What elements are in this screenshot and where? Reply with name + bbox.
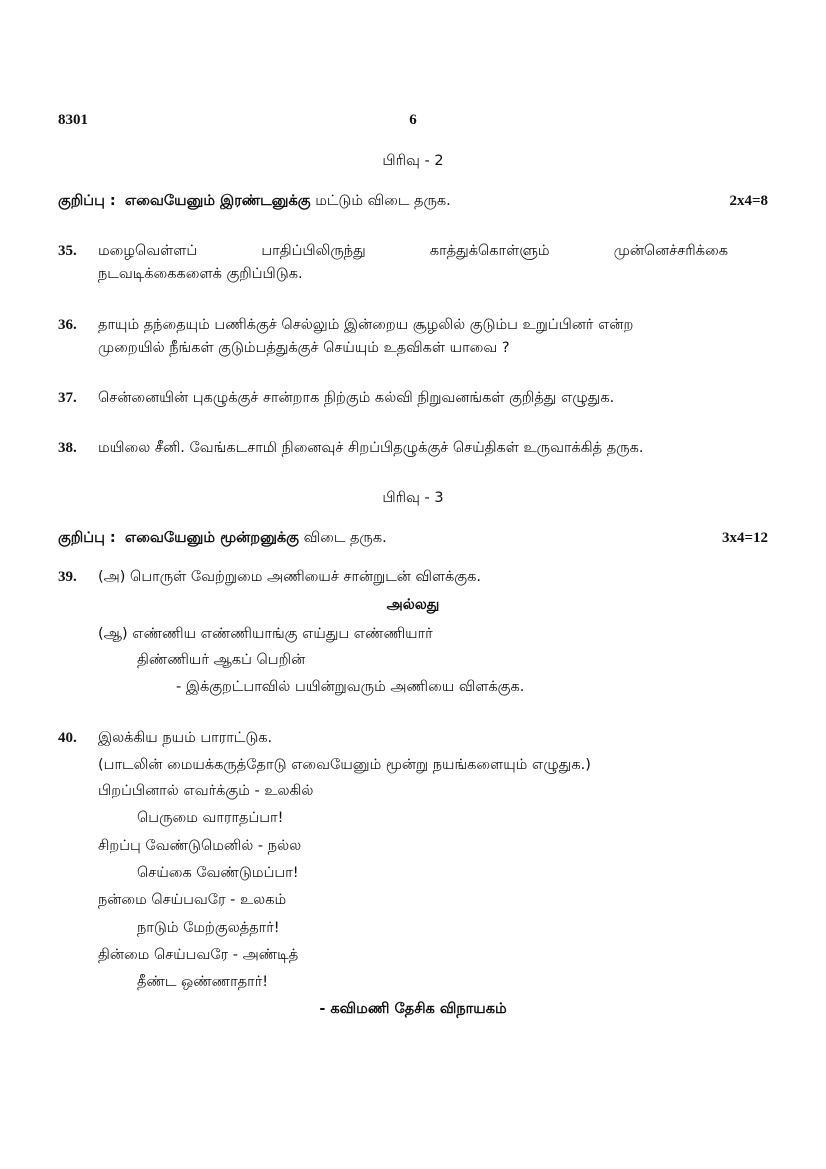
- question-36-line1: தாயும் தந்தையும் பணிக்குச் செல்லும் இன்றைய சூழலில் குடும்ப உறுப்பினர் என்ற: [98, 317, 634, 333]
- poem-line: தீண்ட ஒண்ணாதார்!: [137, 974, 269, 990]
- paper-code: 8301: [58, 112, 88, 128]
- poem-line: செய்கை வேண்டுமப்பா!: [137, 865, 299, 881]
- section-3-marks: 3x4=12: [721, 530, 768, 546]
- note-bold-text: எவையேனும் மூன்றனுக்கு: [124, 530, 299, 546]
- question-number: 35.: [58, 243, 77, 259]
- poem-line: தின்மை செய்பவரே - அண்டித்: [98, 947, 299, 963]
- question-number: 39.: [58, 569, 77, 585]
- question-number: 40.: [58, 730, 77, 746]
- page-number: 6: [409, 112, 417, 128]
- question-38-text: மயிலை சீனி. வேங்கடசாமி நினைவுச் சிறப்பிதழுக்குச் செய்திகள் உருவாக்கித் தருக.: [98, 440, 644, 456]
- note-rest-text: விடை தருக.: [303, 530, 387, 546]
- poem-line: பிறப்பினால் எவர்க்கும் - உலகில்: [98, 783, 314, 799]
- section-2-title: பிரிவு - 2: [382, 153, 444, 169]
- section-2-note: [58, 193, 451, 211]
- poem-line: நன்மை செய்பவரே - உலகம்: [98, 892, 287, 908]
- question-37-text: சென்னையின் புகழுக்குச் சான்றாக நிற்கும் கல்வி நிறுவனங்கள் குறித்து எழுதுக.: [98, 390, 615, 406]
- question-39-a: (அ) பொருள் வேற்றுமை அணியைச் சான்றுடன் விளக்குக.: [98, 569, 481, 585]
- section-3-title: பிரிவு - 3: [382, 490, 444, 506]
- note-label: குறிப்பு :: [58, 530, 116, 546]
- section-3-note: [58, 530, 387, 548]
- note-bold-text: எவையேனும் இரண்டனுக்கு: [124, 193, 311, 209]
- poem-line: பெருமை வாராதப்பா!: [137, 810, 284, 826]
- poem-line: நாடும் மேற்குலத்தார்!: [137, 920, 280, 936]
- question-word: பாதிப்பிலிருந்து: [261, 243, 366, 259]
- note-label: குறிப்பு :: [58, 193, 116, 209]
- question-35-line1: [98, 243, 728, 261]
- question-36-line2: முறையில் நீங்கள் குடும்பத்துக்குச் செய்யும் உதவிகள் யாவை ?: [98, 340, 510, 356]
- poem-author: - கவிமணி தேசிக விநாயகம்: [319, 1001, 507, 1017]
- question-35-line2: நடவடிக்கைகளைக் குறிப்பிடுக.: [98, 266, 303, 282]
- question-number: 36.: [58, 317, 77, 333]
- question-word: மழைவெள்ளப்: [98, 243, 198, 259]
- question-number: 37.: [58, 390, 77, 406]
- question-40-line1: இலக்கிய நயம் பாராட்டுக.: [98, 730, 273, 746]
- or-separator: அல்லது: [386, 597, 440, 613]
- question-39-b-line1: (ஆ) எண்ணிய எண்ணியாங்கு எய்துப எண்ணியார்: [98, 626, 433, 642]
- question-40-line2: (பாடலின் மையக்கருத்தோடு எவையேனும் மூன்று நயங்களையும் எழுதுக.): [98, 757, 591, 773]
- question-39-b-line3: - இக்குறட்பாவில் பயின்றுவரும் அணியை விளக்குக.: [176, 679, 525, 695]
- poem-line: சிறப்பு வேண்டுமெனில் - நல்ல: [98, 838, 302, 854]
- question-word: காத்துக்கொள்ளும்: [429, 243, 550, 259]
- question-word: முன்னெச்சரிக்கை: [613, 243, 728, 259]
- question-number: 38.: [58, 440, 77, 456]
- note-rest-text: மட்டும் விடை தருக.: [315, 193, 451, 209]
- section-2-marks: 2x4=8: [729, 193, 768, 209]
- question-39-b-line2: திண்ணியர் ஆகப் பெறின்: [137, 652, 306, 668]
